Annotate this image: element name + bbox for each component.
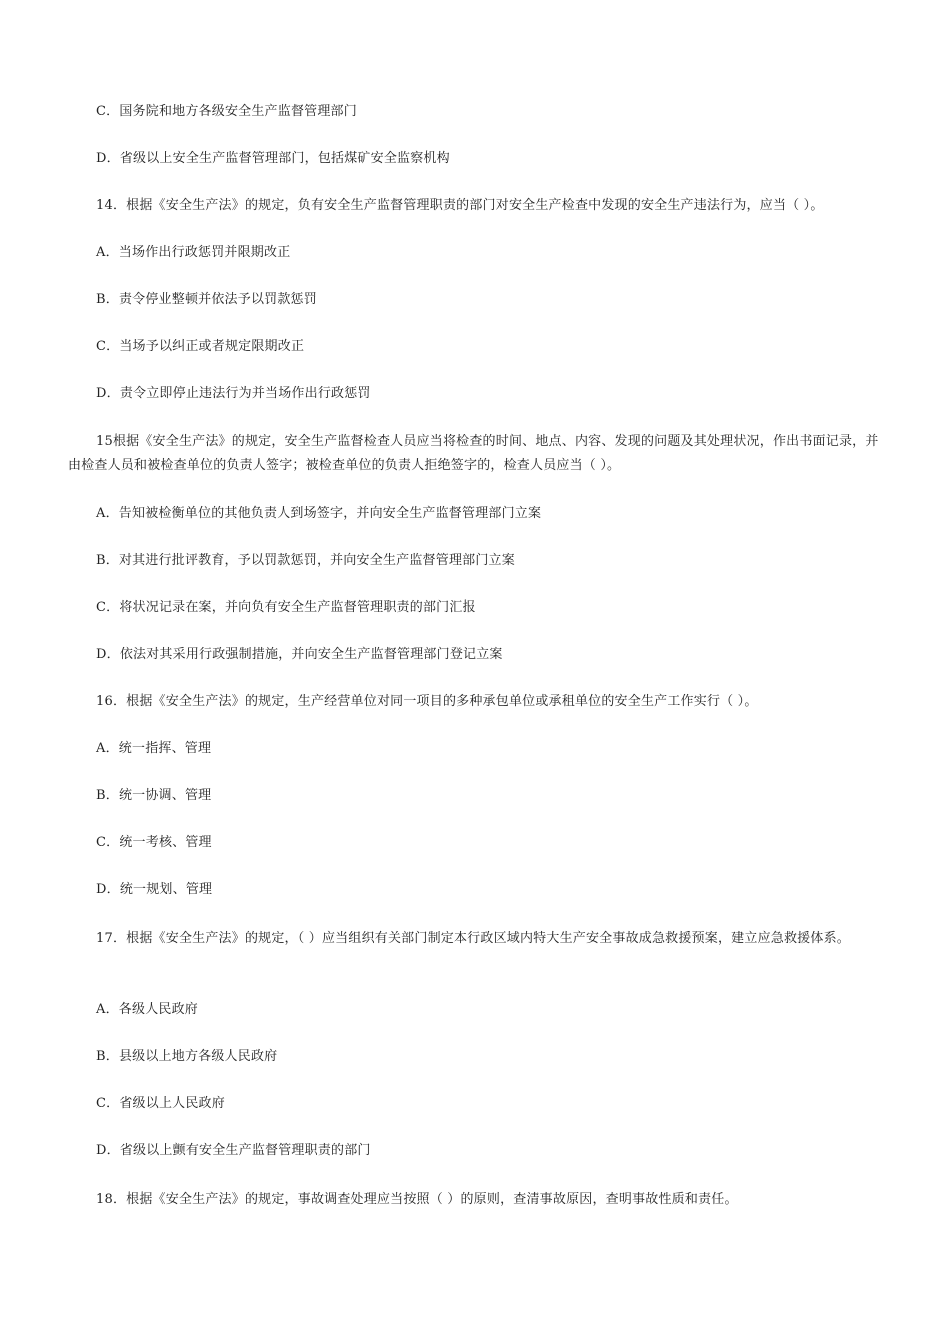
option-17c: C．省级以上人民政府 [96,1096,225,1111]
option-15b: B．对其进行批评教育，予以罚款惩罚，并向安全生产监督管理部门立案 [96,553,515,568]
option-14d: D．责令立即停止违法行为并当场作出行政惩罚 [96,386,371,401]
question-14: 14．根据《安全生产法》的规定，负有安全生产监督管理职责的部门对安全生产检查中发现的安全生产违法行为，应当（ ）。 [96,198,824,213]
question-18: 18．根据《安全生产法》的规定，事故调查处理应当按照（ ）的原则，查清事故原因，查明事故性质和责任。 [96,1192,738,1207]
option-15d: D．依法对其采用行政强制措施，并向安全生产监督管理部门登记立案 [96,647,503,662]
option-17d: D．省级以上颤有安全生产监督管理职责的部门 [96,1143,371,1158]
option-14c: C．当场予以纠正或者规定限期改正 [96,339,305,354]
option-13d: D．省级以上安全生产监督管理部门，包括煤矿安全监察机构 [96,151,450,166]
option-14b: B．责令停业整顿并依法予以罚款惩罚 [96,292,317,307]
option-16a: A．统一指挥、管理 [96,741,212,756]
question-16: 16．根据《安全生产法》的规定，生产经营单位对同一项目的多种承包单位或承租单位的安全生产工作实行（ ）。 [96,694,758,709]
option-17b: B．县级以上地方各级人民政府 [96,1049,278,1064]
option-14a: A．当场作出行政惩罚并限期改正 [96,245,291,260]
option-16c: C．统一考核、管理 [96,835,212,850]
question-17: 17．根据《安全生产法》的规定，（ ）应当组织有关部门制定本行政区域内特大生产安全事故成急救援预案，建立应急救援体系。 [96,931,850,946]
option-15c: C．将状况记录在案，并向负有安全生产监督管理职责的部门汇报 [96,600,476,615]
option-16d: D．统一规划、管理 [96,882,213,897]
question-15: 15根据《安全生产法》的规定，安全生产监督检查人员应当将检查的时间、地点、内容、发现的问题及其处理状况，作出书面记录，并由检查人员和被检查单位的负责人签字；被检查单位的负责人拒绝签字的，检查人员应当（ ）。 [68,434,879,473]
option-13c: C．国务院和地方各级安全生产监督管理部门 [96,104,357,119]
option-16b: B．统一协调、管理 [96,788,212,803]
option-15a: A．告知被检衡单位的其他负责人到场签字，并向安全生产监督管理部门立案 [96,506,542,521]
option-17a: A．各级人民政府 [96,1002,198,1017]
